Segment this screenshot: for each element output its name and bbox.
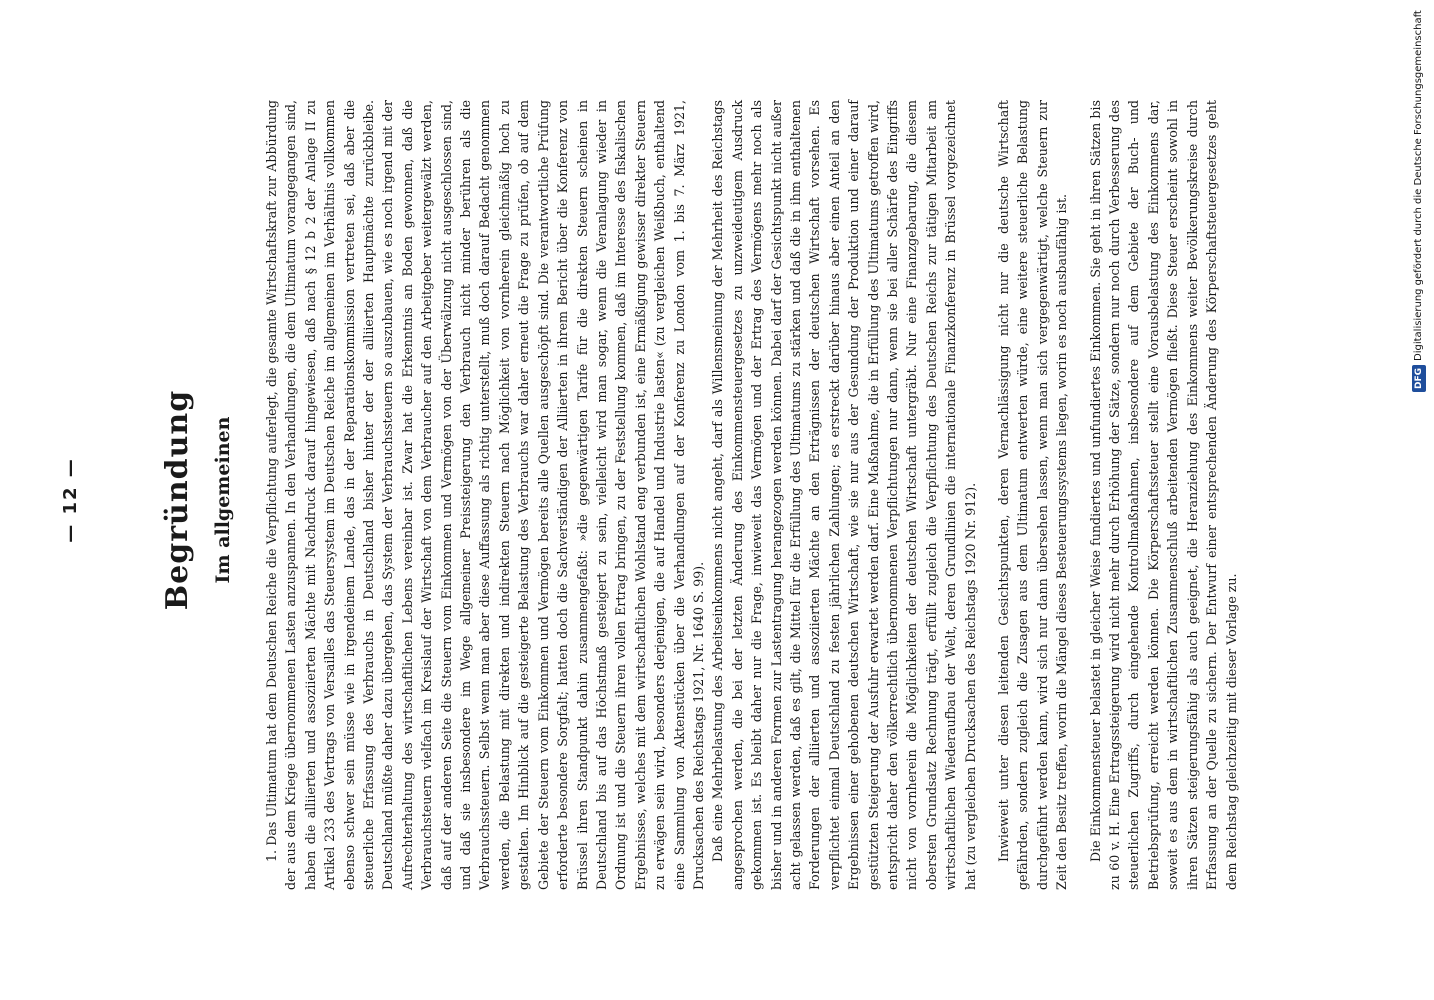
scanned-page	[40, 90, 1380, 910]
paragraph-3: Inwieweit unter diesen leitenden Gesichtspunkten, deren Vernachlässigung nicht nur die deutsche Wirtschaft gefährden, sondern zugleich die Zusagen aus dem Ultimatum entwerten würde, eine weitere steuerliche Belastung durchgeführt werden kann, wird sich nur dann übersehen lassen, wenn man sich vergegenwärtigt, welche Steuern zur Zeit den Besitz treffen, worin die Mängel dieses Besteuerungssystems liegen, worin es noch ausbaufähig ist.	[996, 100, 1070, 890]
paragraph-1: 1. Das Ultimatum hat dem Deutschen Reiche die Verpflichtung auferlegt, die gesamte Wirtschaftskraft zur Abbürdung der aus dem Kriege übernommenen Lasten anzuspannen. In den Verhandlungen, die dem Ultimatum vorangegangen sind, haben die alliierten und assoziierten Mächte mit Nachdruck darauf hingewiesen, daß nach § 12 b 2 der Anlage II zu Artikel 233 des Vertrags von Versailles das Steuersystem im Deutschen Reiche im allgemeinen im Verhältnis vollkommen ebenso schwer sein müsse wie in irgendeinem Lande, das in der Reparationskommission vertreten sei, daß aber die steuerliche Erfassung des Verbrauchs in Deutschland bisher hinter der der alliierten Hauptmächte zurückbleibe. Deutschland müßte daher dazu übergehen, das System der Verbrauchssteuern so auszubauen, wie es noch irgend mit der Aufrechterhaltung des wirtschaftlichen Lebens vereinbar ist. Zwar hat die Erkenntnis an Boden gewonnen, daß die Verbrauchsteuern vielfach im Kreislauf der Wirtschaft von dem Verbraucher auf den Arbeitgeber weitergewälzt werden, daß auf der anderen Seite die Steuern vom Einkommen und Vermögen von der Überwälzung nicht ausgeschlossen sind, und daß sie insbesondere im Wege allgemeiner Preissteigerung den Verbrauch nicht minder berühren als die Verbrauchssteuern. Selbst wenn man aber diese Auffassung als richtig unterstellt, muß doch darauf Bedacht genommen werden, die Belastung mit direkten und indirekten Steuern nach Möglichkeit von vornherein gleichmäßig hoch zu gestalten. Im Hinblick auf die gesteigerte Belastung des Verbrauchs war daher erneut die Frage zu prüfen, ob auf dem Gebiete der Steuern vom Einkommen und Vermögen bereits alle Quellen ausgeschöpft sind. Die verantwortliche Prüfung erforderte besondere Sorgfalt; hatten doch die Sachverständigen der Alliierten in ihrem Bericht über die Konferenz von Brüssel ihren Standpunkt dahin zusammengefaßt: »die gegenwärtigen Tarife für die direkten Steuern scheinen in Deutschland bis auf das Höchstmaß gesteigert zu sein, vielleicht wird man sogar, wenn die Veranlagung wieder in Ordnung ist und die Steuern ihren vollen Ertrag bringen, zu der Feststellung kommen, daß im Interesse des fiskalischen Ergebnisses, welches mit dem wirtschaftlichen Wohlstand eng verbunden ist, eine Ermäßigung gewisser direkter Steuern zu erwägen sein wird, besonders derjenigen, die auf Handel und Industrie lasten« (zu vergleichen Weißbuch, enthaltend eine Sammlung von Aktenstücken über die Verhandlungen auf der Konferenz zu London vom 1. bis 7. März 1921, Drucksachen des Reichstags 1921, Nr. 1640 S. 99).	[264, 100, 706, 890]
page-number: — 12 —	[60, 457, 81, 543]
credit-line	[1412, 8, 1434, 392]
rotated-page-content	[40, 90, 1380, 910]
digitization-credit	[1406, 8, 1430, 392]
credit-text: Digitalisierung gefördert durch die Deutsche Forschungsgemeinschaft	[1413, 10, 1424, 361]
page-title: Begründung	[160, 389, 195, 611]
paragraph-4: Die Einkommensteuer belastet in gleicher Weise fundiertes und unfundiertes Einkommen. Sie geht in ihren Sätzen bis zu 60 v. H. Eine Ertragssteigerung wird nicht mehr durch Erhöhung der Sätze, sondern nur noch durch Verbesserung des steuerlichen Zugriffs, durch eingehende Kontrollmaßnahmen, insbesondere auf dem Gebiete der Buch- und Betriebsprüfung, erreicht werden können. Die Körperschaftssteuer stellt eine Vorausbelastung des Einkommens dar, soweit es aus dem in wirtschaftlichen Zusammenschluß arbeitenden Vermögen fließt. Diese Steuer erscheint sowohl in ihren Sätzen steigerungsfähig als auch geeignet, die Heranziehung des Einkommens weiter Bevölkerungskreise durch Erfassung an der Quelle zu sichern. Der Entwurf einer entsprechenden Änderung des Körperschaftsteuergesetzes geht dem Reichstag gleichzeitig mit dieser Vorlage zu.	[1087, 100, 1239, 890]
dfg-logo-icon: DFG	[1412, 365, 1426, 392]
paragraph-2: Daß eine Mehrbelastung des Arbeitseinkommens nicht angeht, darf als Willensmeinung der Mehrheit des Reichstags angesprochen werden, die bei der letzten Änderung des Einkommensteuergesetzes zu unzweideutigem Ausdruck gekommen ist. Es bleibt daher nur die Frage, inwieweit das Vermögen und der Ertrag des Vermögens mehr noch als bisher und in anderen Formen zur Lastentragung herangezogen werden können. Dabei darf der Gesichtspunkt nicht außer acht gelassen werden, daß es gilt, die Mittel für die Erfüllung des Ultimatums zu stärken und daß die in ihm enthaltenen Forderungen der alliierten und assoziierten Mächte an den Erträgnissen der deutschen Wirtschaft vorsehen. Es verpflichtet einmal Deutschland zu festen jährlichen Zahlungen; es erstreckt darüber hinaus aber einen Anteil an den Ergebnissen einer gehobenen deutschen Wirtschaft, wie sie nur aus der Gesundung der Produktion und einer darauf gestützten Steigerung der Ausfuhr erwartet werden darf. Eine Maßnahme, die in Erfüllung des Ultimatums getroffen wird, entspricht daher den völkerrechtlich übernommenen Verpflichtungen nur dann, wenn sie bei aller Schärfe des Eingriffs nicht von vornherein die Möglichkeiten der deutschen Wirtschaft untergräbt. Nur eine Finanzgebarung, die diesem obersten Grundsatz Rechnung trägt, erfüllt zugleich die Verpflichtung des Deutschen Reichs zur tätigen Mitarbeit am wirtschaftlichen Wiederaufbau der Welt, deren Grundlinien die internationale Finanzkonferenz in Brüssel vorgezeichnet hat (zu vergleichen Drucksachen des Reichstags 1920 Nr. 912).	[710, 100, 978, 890]
body-text	[262, 100, 1241, 890]
section-subtitle: Im allgemeinen	[212, 416, 234, 584]
